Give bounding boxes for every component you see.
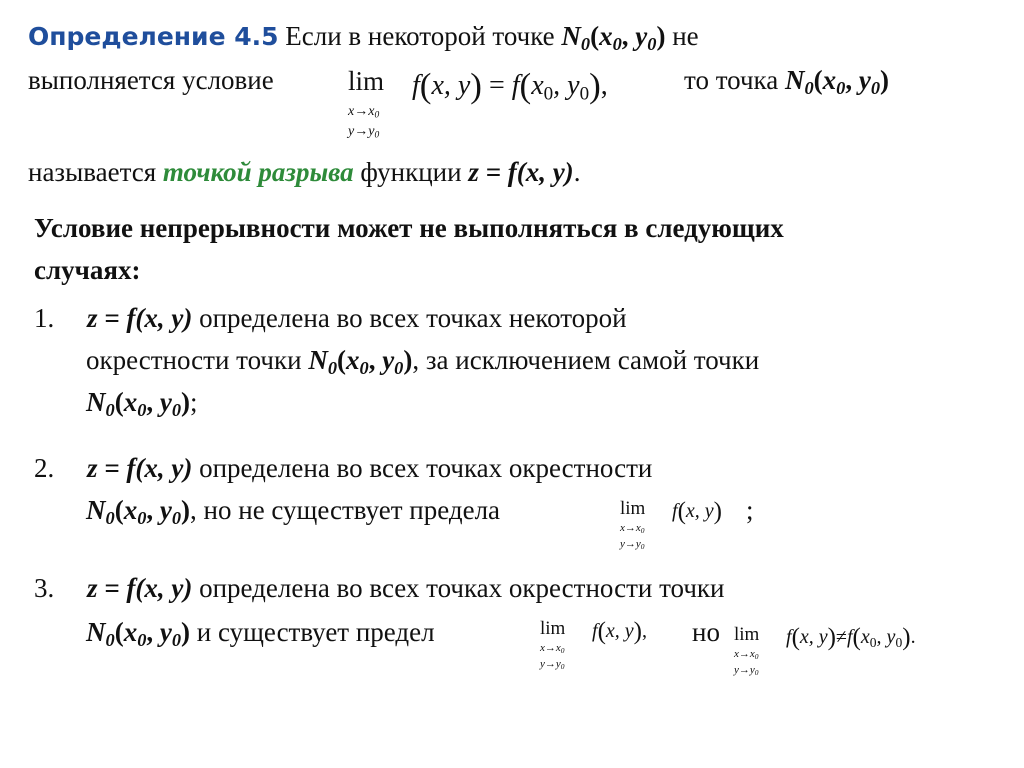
case-3-number: 3. bbox=[34, 573, 55, 603]
lim-expression: f(x, $y) = f(x_0$, $y_0$), bbox=[412, 66, 608, 105]
case-3-line-2: $N_0(x_0$, $y_0$) и существует предел bbox=[86, 617, 435, 651]
case-2-limit-formula: lim $x\to x_0$ $y\to y_0$ f(x, y) bbox=[620, 498, 722, 552]
term-discontinuity-point: точкой разрыва bbox=[162, 157, 354, 187]
lim-word: lim bbox=[348, 66, 385, 96]
case-1-line-1: 1. z = f(x, y) определена во всех точках некоторой bbox=[34, 303, 627, 333]
definition-label: Определение 4.5 bbox=[28, 22, 279, 51]
definition-intro: Если в некоторой точке bbox=[285, 21, 555, 51]
point-N: $N_0$ bbox=[561, 21, 591, 55]
definition-line-3: называется точкой разрыва функции z = f(x, y). bbox=[28, 157, 581, 187]
case-1-number: 1. bbox=[34, 303, 55, 333]
conditions-heading-line-1: Условие непрерывности может не выполняться в следующих bbox=[34, 213, 784, 243]
case-1-line-3: $N_0(x_0$, $y_0$); bbox=[86, 387, 198, 421]
lim-cond-y: $y\to y_0$ bbox=[348, 124, 380, 141]
function-expression: z = f(x, y) bbox=[468, 157, 574, 187]
not-word: не bbox=[672, 21, 699, 51]
case-2-number: 2. bbox=[34, 453, 55, 483]
case-1-line-2: окрестности точки $N_0(x_0$, $y_0$), за исключением самой точки bbox=[86, 345, 760, 379]
case-3-line-1: 3. z = f(x, y) определена во всех точках окрестности точки bbox=[34, 573, 725, 603]
case-2-end: ; bbox=[746, 495, 754, 525]
case-2-line-1: 2. z = f(x, y) определена во всех точках окрестности bbox=[34, 453, 653, 483]
definition-line-1: Определение 4.5 Если в некоторой точке $N_0(x_0$, $y_0$) не bbox=[28, 21, 699, 55]
definition-line-2-end: то точка $N_0(x_0$, $y_0$) bbox=[684, 65, 890, 99]
lim-cond-x: $x\to x_0$ bbox=[348, 104, 380, 121]
case-2-line-2: $N_0(x_0$, $y_0$), но не существует предела bbox=[86, 495, 501, 529]
conditions-heading-line-2: случаях: bbox=[34, 255, 141, 285]
case-3-but: но bbox=[692, 617, 720, 647]
condition-intro: выполняется условие bbox=[28, 65, 274, 95]
case-3-limit-formula-1: lim $x\to x_0$ $y\to y_0$ f(x, y), bbox=[540, 618, 647, 672]
definition-line-2 bbox=[28, 64, 274, 96]
main-limit-formula bbox=[348, 66, 678, 150]
case-3-limit-formula-2: lim $x\to x_0$ $y\to y_0$ f(x, $y)\ne f(x_0$, $y_0$). bbox=[734, 624, 916, 678]
